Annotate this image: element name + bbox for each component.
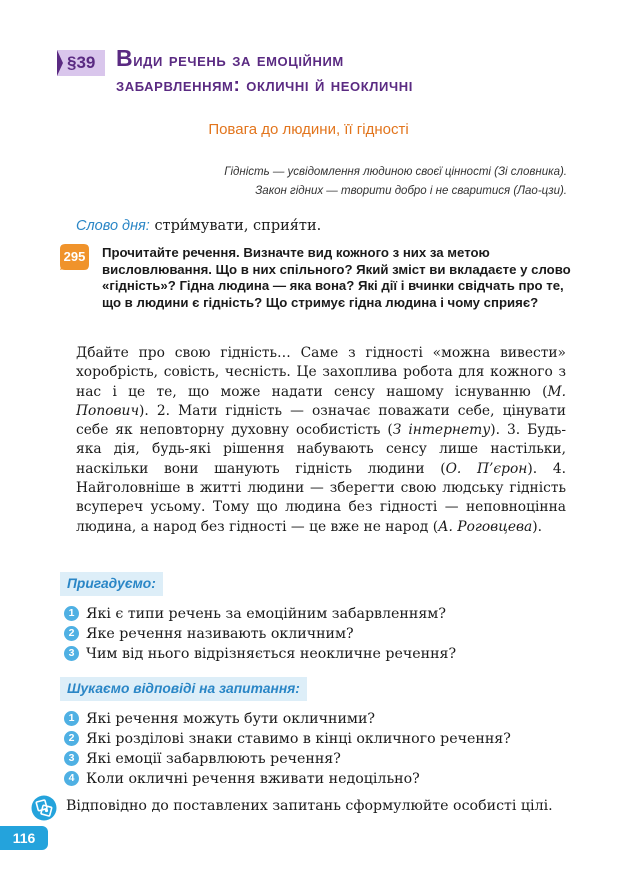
search-label: Шукаємо відповіді на запитання: xyxy=(60,677,307,701)
remember-label: Пригадуємо: xyxy=(60,572,163,596)
title-line-1: иди речень за емоційним xyxy=(133,50,344,71)
word-of-day-words: стри́мувати, сприя́ти. xyxy=(154,218,322,234)
final-task-text: Відповідно до поставлених запитань сформулюйте особисті цілі. xyxy=(66,798,553,814)
remember-list xyxy=(64,604,584,664)
exercise-text xyxy=(76,344,566,537)
number-bullet-icon: 2 xyxy=(64,626,79,641)
text-part: Дбайте про свою гідність… Саме з гідності «можна вивести» хоробрість, совість, чесність. Це захоплива робота для кожного з нас і це те, що може надати сенсу нашому існуванню ( xyxy=(76,345,566,400)
title-capital: В xyxy=(116,45,134,71)
author-ref: З інтернету xyxy=(392,422,491,439)
author-ref: О. П’єрон xyxy=(445,460,528,477)
question-text: Які речення можуть бути окличними? xyxy=(86,711,376,727)
epigraph-1: Гідність — усвідомлення людиною своєї цінності (Зі словника). xyxy=(224,166,567,178)
exercise-number: 295 xyxy=(63,249,86,264)
word-of-day xyxy=(76,218,321,234)
page-number: 116 xyxy=(0,826,48,850)
author-ref: М. Попович xyxy=(76,383,566,419)
author-ref: А. Роговцева xyxy=(438,518,533,535)
epigraph-2: Закон гідних — творити добро і не сваритися (Лао-цзи). xyxy=(255,185,567,197)
number-bullet-icon: 3 xyxy=(64,646,79,661)
question-text: Яке речення називають окличним? xyxy=(86,626,354,642)
search-list xyxy=(64,709,584,789)
number-bullet-icon: 2 xyxy=(64,731,79,746)
list-item xyxy=(64,769,584,789)
question-text: Які розділові знаки ставимо в кінці окличного речення? xyxy=(86,731,511,747)
section-title xyxy=(116,46,576,98)
text-part: ). 3. Будь-яка дія, будь-які рішення набувають сенсу лише настільки, наскільки вони шанують гідність людини ( xyxy=(76,422,566,477)
goal-target-icon xyxy=(31,795,57,821)
number-bullet-icon: 1 xyxy=(64,711,79,726)
number-bullet-icon: 3 xyxy=(64,751,79,766)
title-line-2: забарвленням: окличні й неокличні xyxy=(116,75,413,96)
list-item xyxy=(64,624,584,644)
list-item xyxy=(64,709,584,729)
text-part: ). 2. Мати гідність — означає поважати себе, цінувати себе як неповторну духовну особистість ( xyxy=(76,402,566,439)
list-item xyxy=(64,729,584,749)
question-text: Чим від нього відрізняється неокличне речення? xyxy=(86,646,457,662)
section-number: §39 xyxy=(67,53,96,72)
number-bullet-icon: 4 xyxy=(64,771,79,786)
question-text: Які емоції забарвлюють речення? xyxy=(86,751,341,767)
number-bullet-icon: 1 xyxy=(64,606,79,621)
text-part: ). xyxy=(532,518,543,535)
list-item xyxy=(64,644,584,664)
exercise-instruction: Прочитайте речення. Визначте вид кожного з них за метою висловлювання. Що в них спільного? Який зміст ви вкладаєте у слово «гідність»? Гідна людина — яка вона? Які дії і вчинки свідчать про те, що в людини є гідність? Що стримує гідна людина і чому сприяє? xyxy=(102,245,571,310)
list-item xyxy=(64,604,584,624)
question-text: Які є типи речень за емоційним забарвленням? xyxy=(86,606,446,622)
question-text: Коли окличні речення вживати недоцільно? xyxy=(86,771,420,787)
list-item xyxy=(64,749,584,769)
topic-heading: Повага до людини, її гідності xyxy=(208,121,409,138)
text-part: ). 4. Найголовніше в житті людини — зберегти свою людську гідність всупереч усьому. Тому що людина без гідності — неповноцінна людина, а народ без гідності — це вже не народ ( xyxy=(76,460,566,535)
word-of-day-label: Слово дня: xyxy=(76,218,150,234)
